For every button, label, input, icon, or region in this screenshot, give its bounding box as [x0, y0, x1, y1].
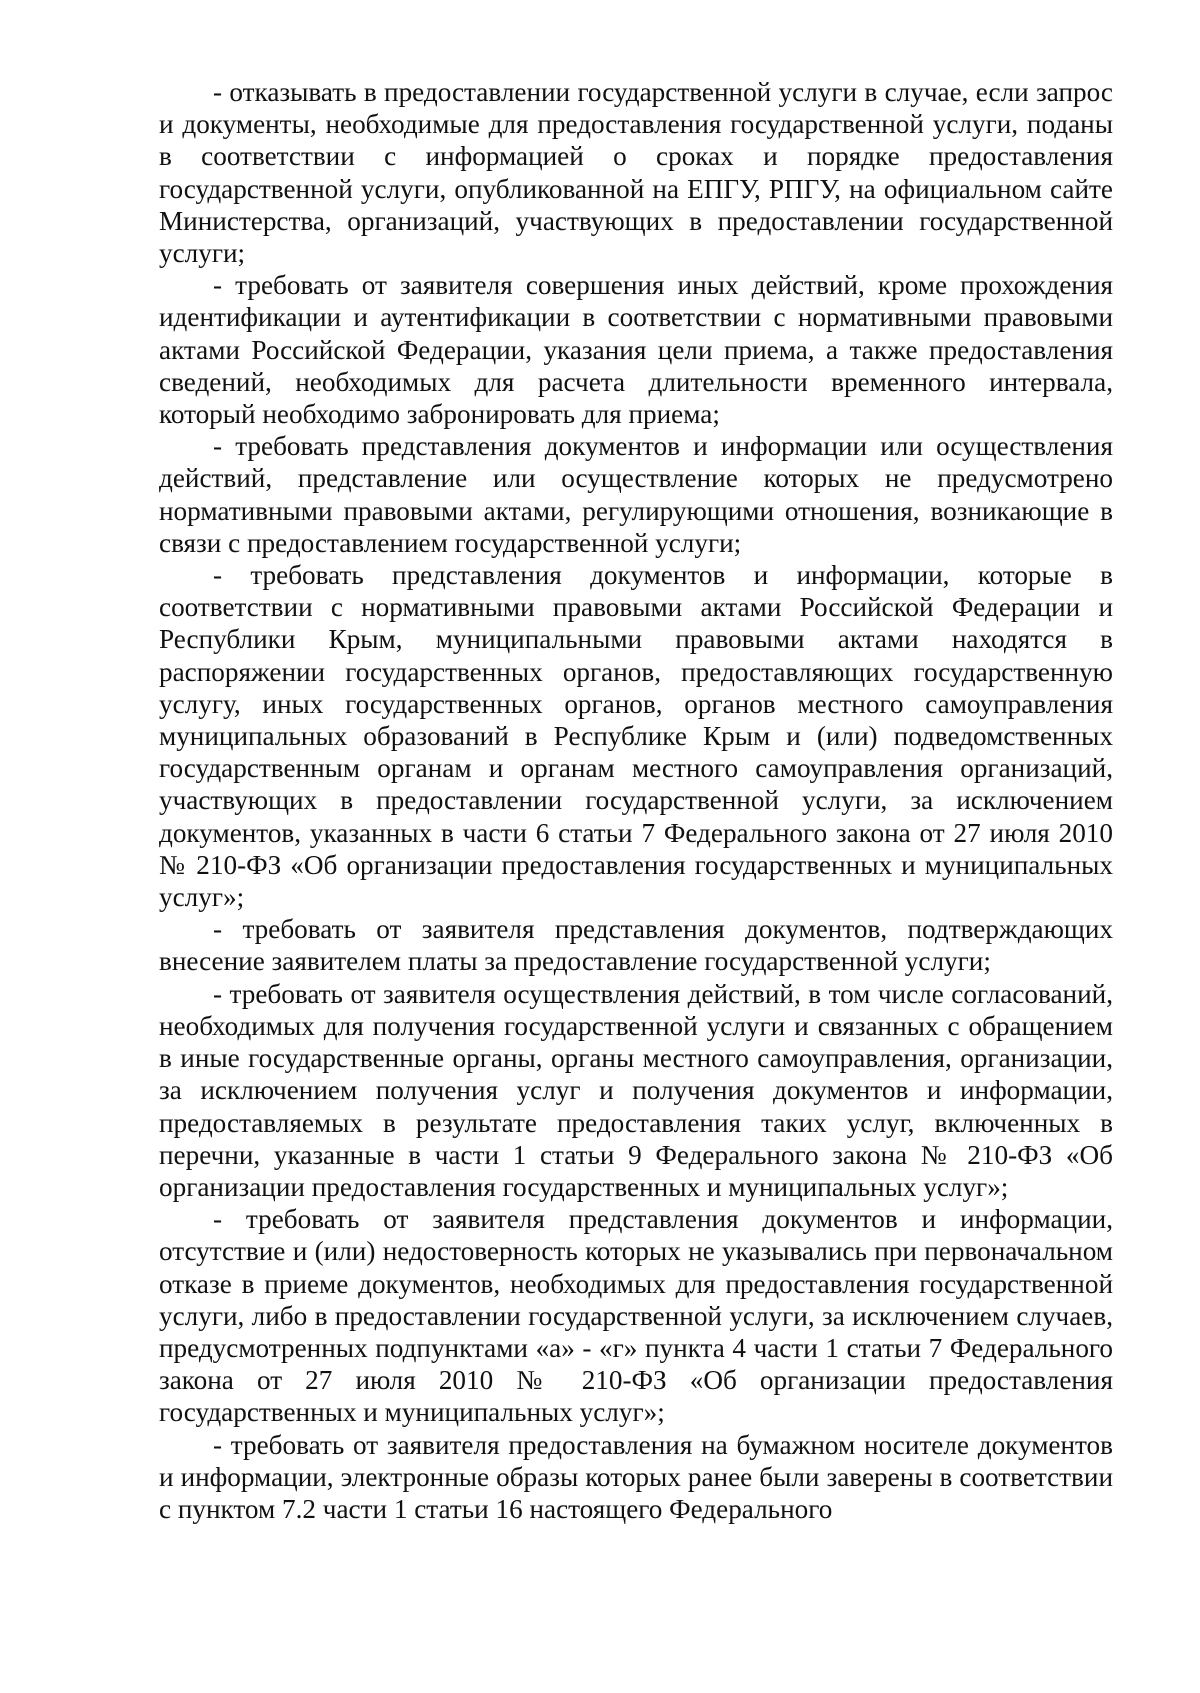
paragraph-documents-held-by-agencies: - требовать представления документов и информации, которые в соответствии с нормативными правовыми актами Российской Федерации и Республики Крым, муниципальными правовыми актами находятся в распоряжении государственных органов, предоставляющих государственную услугу, иных государственных органов, органов местного самоуправления муниципальных образований в Республике Крым и (или) подведомственных государственным органам и органам местного самоуправления организаций, участвующих в предоставлении государственной услуги, за исключением документов, указанных в части 6 статьи 7 Федерального закона от 27 июля 2010 № 210-ФЗ «Об организации предоставления государственных и муниципальных услуг»; — [159, 560, 1113, 913]
paragraph-unlawful-documents: - требовать представления документов и информации или осуществления действий, представление или осуществление которых не предусмотрено нормативными правовыми актами, регулирующими отношения, возникающие в связи с предоставлением государственной услуги; — [159, 431, 1113, 558]
paragraph-approvals: - требовать от заявителя осуществления действий, в том числе согласований, необходимых для получения государственной услуги и связанных с обращением в иные государственные органы, органы местного самоуправления, организации, за исключением получения услуг и получения документов и информации, предоставляемых в результате предоставления таких услуг, включенных в перечни, указанные в части 1 статьи 9 Федерального закона № 210-ФЗ «Об организации предоставления государственных и муниципальных услуг»; — [159, 978, 1113, 1202]
document-page — [159, 76, 1113, 1525]
paragraph-paper-copies: - требовать от заявителя предоставления на бумажном носителе документов и информации, электронные образы которых ранее были заверены в соответствии с пунктом 7.2 части 1 статьи 16 настоящего Федерального — [159, 1429, 1113, 1524]
paragraph-missing-documents: - требовать от заявителя представления документов и информации, отсутствие и (или) недостоверность которых не указывались при первоначальном отказе в приеме документов, необходимых для предоставления государственной услуги, либо в предоставлении государственной услуги, за исключением случаев, предусмотренных подпунктами «а» - «г» пункта 4 части 1 статьи 7 Федерального закона от 27 июля 2010 № 210-ФЗ «Об организации предоставления государственных и муниципальных услуг»; — [159, 1204, 1113, 1428]
paragraph-payment-proof: - требовать от заявителя представления документов, подтверждающих внесение заявителем платы за предоставление государственной услуги; — [159, 914, 1113, 977]
paragraph-other-actions: - требовать от заявителя совершения иных действий, кроме прохождения идентификации и аутентификации в соответствии с нормативными правовыми актами Российской Федерации, указания цели приема, а также предоставления сведений, необходимых для расчета длительности временного интервала, который необходимо забронировать для приема; — [159, 270, 1113, 430]
paragraph-refuse-service: - отказывать в предоставлении государственной услуги в случае, если запрос и документы, необходимые для предоставления государственной услуги, поданы в соответствии с информацией о сроках и порядке предоставления государственной услуги, опубликованной на ЕПГУ, РПГУ, на официальном сайте Министерства, организаций, участвующих в предоставлении государственной услуги; — [159, 77, 1113, 269]
